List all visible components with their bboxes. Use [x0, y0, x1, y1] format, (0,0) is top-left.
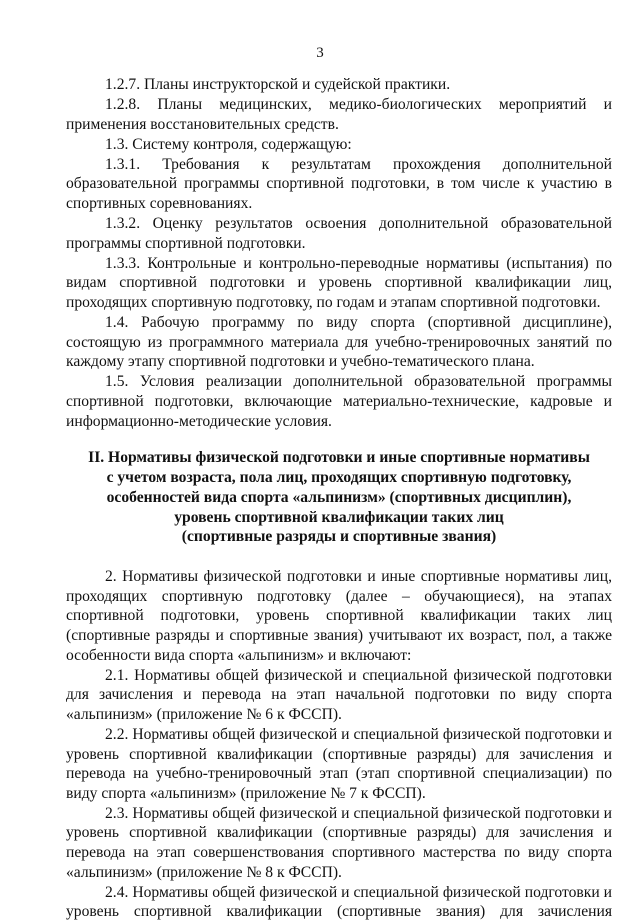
paragraph-1-3-1: 1.3.1. Требования к результатам прохождения дополнительной образовательной программы спортивной подготовки, в том числе к участию в спортивных соревнованиях. [66, 155, 612, 213]
heading-line: (спортивные разряды и спортивные звания) [181, 528, 497, 546]
paragraph-1-2-7: 1.2.7. Планы инструкторской и судейской практики. [105, 76, 451, 93]
paragraph-2-3: 2.3. Нормативы общей физической и специальной физической подготовки и уровень спортивной квалификации (спортивные разряды) для зачисления и перевода на этап совершенствования спортивного мастерства по виду спорта «альпинизм» (приложение № 8 к ФССП). [66, 804, 612, 881]
paragraph-1-2-8: 1.2.8. Планы медицинских, медико-биологических мероприятий и применения восстановительных средств. [66, 96, 612, 133]
section-heading [66, 448, 612, 547]
paragraph-1-4: 1.4. Рабочую программу по виду спорта (спортивной дисциплине), состоящую из программного материала для учебно-тренировочных занятий по каждому этапу спортивной подготовки и учебно-тематического плана. [66, 314, 612, 371]
paragraph-1-3: 1.3. Систему контроля, содержащую: [105, 135, 352, 153]
page-number: 3 [316, 45, 324, 61]
document-body [66, 75, 612, 922]
paragraph-2-1: 2.1. Нормативы общей физической и специальной физической подготовки для зачисления и перевода на этап начальной подготовки по виду спорта «альпинизм» (приложение № 6 к ФССП). [66, 666, 612, 723]
heading-line: с учетом возраста, пола лиц, проходящих спортивную подготовку, [106, 468, 572, 486]
heading-line: особенностей вида спорта «альпинизм» (спортивных дисциплин), [106, 488, 572, 506]
paragraph-1-3-2: 1.3.2. Оценку результатов освоения дополнительной образовательной программы спортивной подготовки. [66, 215, 612, 252]
heading-line: II. Нормативы физической подготовки и иные спортивные нормативы [88, 449, 590, 467]
paragraph-2-2: 2.2. Нормативы общей физической и специальной физической подготовки и уровень спортивной квалификации (спортивные разряды) для зачисления и перевода на учебно-тренировочный этап (этап спортивной специализации) по виду спорта «альпинизм» (приложение № 7 к ФССП). [66, 725, 612, 802]
paragraph-1-5: 1.5. Условия реализации дополнительной образовательной программы спортивной подготовки, включающие материально-технические, кадровые и информационно-методические условия. [66, 373, 612, 430]
heading-line: уровень спортивной квалификации таких лиц [174, 508, 504, 526]
paragraph-1-3-3: 1.3.3. Контрольные и контрольно-переводные нормативы (испытания) по видам спортивной подготовки и уровень спортивной квалификации лиц, проходящих спортивную подготовку, по годам и этапам спортивной подготовки. [66, 254, 612, 312]
paragraph-2: 2. Нормативы физической подготовки и иные спортивные нормативы лиц, проходящих спортивную подготовку (далее – обучающиеся), на этапах спортивной подготовки, уровень спортивной квалификации таких лиц (спортивные разряды и спортивные звания) учитывают их возраст, пол, а также особенности вида спорта «альпинизм» и включают: [66, 568, 612, 664]
paragraph-2-4: 2.4. Нормативы общей физической и специальной физической подготовки и уровень спортивной квалификации (спортивные звания) для зачисления [66, 883, 612, 921]
